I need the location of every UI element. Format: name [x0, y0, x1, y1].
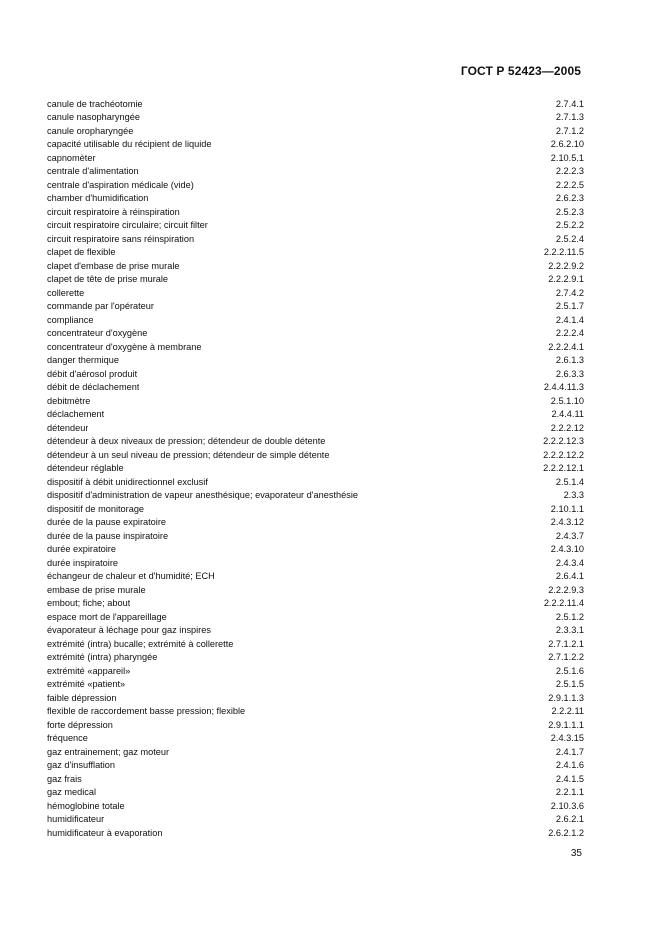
index-reference: 2.10.3.6 [550, 800, 584, 811]
index-term: extrémité (intra) bucalle; extrémité à collerette [47, 638, 234, 649]
index-reference: 2.4.3.4 [555, 557, 584, 568]
index-reference: 2.5.1.6 [555, 665, 584, 676]
index-entry [47, 678, 584, 692]
index-reference: 2.7.1.2.2 [548, 652, 584, 662]
index-reference: 2.2.2.9.2 [548, 260, 584, 271]
index-entry [47, 138, 584, 152]
index-reference: 2.4.1.4 [555, 314, 584, 325]
index-entry [47, 800, 584, 814]
index-entry [47, 705, 584, 719]
index-entry [47, 449, 584, 463]
index-term: espace mort de l'appareillage [47, 611, 167, 622]
index-term: extrémité (intra) pharyngée [47, 652, 158, 662]
index-reference: 2.4.3.10 [550, 544, 584, 554]
index-entry [47, 314, 584, 328]
index-entry [47, 786, 584, 800]
index-reference: 2.6.1.3 [555, 355, 584, 365]
index-reference: 2.2.2.12.1 [543, 463, 584, 473]
index-reference: 2.2.2.9.1 [548, 274, 584, 284]
index-entry [47, 543, 584, 557]
index-reference: 2.2.2.5 [555, 179, 584, 190]
index-term: danger thermique [47, 355, 120, 365]
index-reference: 2.7.4.1 [555, 98, 584, 109]
index-term: détendeur à un seul niveau de pression; détendeur de simple détente [47, 449, 330, 460]
index-reference: 2.6.4.1 [555, 571, 584, 581]
index-term: capacité utilisable du récipient de liquide [47, 139, 212, 149]
index-reference: 2.2.2.4.1 [548, 341, 584, 352]
index-entry [47, 719, 584, 733]
index-entry [47, 233, 584, 247]
index-reference: 2.4.1.6 [555, 760, 584, 770]
index-entry [47, 624, 584, 638]
index-entry [47, 354, 584, 368]
index-reference: 2.5.1.4 [555, 476, 584, 487]
index-entry [47, 368, 584, 382]
index-entry [47, 489, 584, 503]
index-entry [47, 111, 584, 125]
index-term: humidificateur [47, 814, 105, 824]
index-reference: 2.7.1.3 [555, 112, 584, 122]
index-reference: 2.2.2.11.4 [543, 598, 584, 608]
index-entry [47, 260, 584, 274]
index-term: debitmètre [47, 395, 91, 406]
index-entry [47, 462, 584, 476]
index-reference: 2.2.2.3 [555, 166, 584, 176]
index-reference: 2.2.2.11.5 [543, 247, 584, 257]
index-reference: 2.5.1.10 [550, 395, 584, 406]
index-term: forte dépression [47, 719, 113, 730]
index-term: dispositif d'administration de vapeur anesthésique; evaporateur d'anesthésie [47, 490, 358, 500]
index-entry [47, 813, 584, 827]
index-term: gaz frais [47, 773, 82, 784]
index-term: centrale d'aspiration médicale (vide) [47, 179, 194, 190]
index-term: concentrateur d'oxygène [47, 328, 148, 338]
index-term: détendeur à deux niveaux de pression; détendeur de double détente [47, 436, 326, 446]
index-term: extrémité «patient» [47, 679, 126, 689]
index-entry [47, 327, 584, 341]
index-term: détendeur réglable [47, 463, 124, 473]
index-entry [47, 300, 584, 314]
index-term: clapet de flexible [47, 247, 116, 257]
index-reference: 2.7.1.2 [555, 125, 584, 136]
index-entry [47, 341, 584, 355]
index-reference: 2.3.3 [563, 490, 584, 500]
index-entry [47, 746, 584, 760]
index-reference: 2.5.1.7 [555, 301, 584, 311]
index-reference: 2.4.3.15 [550, 733, 584, 743]
index-entry [47, 827, 584, 841]
index-term: circuit respiratoire circulaire; circuit filter [47, 220, 208, 230]
index-term: gaz d'insufflation [47, 760, 115, 770]
index-entry [47, 408, 584, 422]
index-term: compliance [47, 314, 94, 325]
index-reference: 2.6.2.1 [555, 814, 584, 824]
index-reference: 2.2.2.12.3 [543, 436, 584, 446]
index-reference: 2.6.2.1.2 [548, 827, 584, 838]
index-term: durée inspiratoire [47, 557, 118, 568]
index-entry [47, 165, 584, 179]
index-term: circuit respiratoire sans réinspiration [47, 233, 195, 244]
index-entry [47, 773, 584, 787]
index-entry [47, 219, 584, 233]
index-entry [47, 503, 584, 517]
index-term: durée de la pause expiratoire [47, 517, 167, 527]
page-number: 35 [570, 848, 582, 859]
index-entry [47, 530, 584, 544]
index-list [47, 98, 584, 841]
index-term: échangeur de chaleur et d'humidité; ECH [47, 571, 215, 581]
index-entry [47, 192, 584, 206]
index-reference: 2.4.4.11 [551, 409, 584, 419]
index-term: centrale d'alimentation [47, 166, 139, 176]
index-reference: 2.10.5.1 [550, 152, 584, 163]
index-entry [47, 611, 584, 625]
index-term: détendeur [47, 422, 89, 433]
index-reference: 2.4.1.7 [555, 746, 584, 757]
index-entry [47, 692, 584, 706]
index-reference: 2.9.1.1.1 [548, 719, 584, 730]
index-reference: 2.7.4.2 [555, 287, 584, 298]
index-reference: 2.4.1.5 [555, 773, 584, 784]
index-term: flexible de raccordement basse pression; flexible [47, 706, 246, 716]
index-entry [47, 422, 584, 436]
index-reference: 2.2.2.11 [551, 706, 584, 716]
index-reference: 2.6.2.10 [550, 139, 584, 149]
index-term: fréquence [47, 733, 88, 743]
index-entry [47, 206, 584, 220]
index-entry [47, 435, 584, 449]
index-term: collerette [47, 287, 85, 298]
index-entry [47, 597, 584, 611]
index-term: faible dépression [47, 692, 117, 703]
index-term: chamber d'humidification [47, 193, 149, 203]
index-entry [47, 381, 584, 395]
index-term: canule oropharyngée [47, 125, 134, 136]
index-entry [47, 98, 584, 112]
index-reference: 2.9.1.1.3 [548, 692, 584, 703]
index-reference: 2.7.1.2.1 [548, 638, 584, 649]
index-entry [47, 395, 584, 409]
index-term: capnomèter [47, 152, 96, 163]
index-reference: 2.5.2.3 [555, 206, 584, 217]
index-reference: 2.6.3.3 [555, 368, 584, 379]
index-term: concentrateur d'oxygène à membrane [47, 341, 202, 352]
index-term: déclachement [47, 409, 105, 419]
index-reference: 2.4.4.11.3 [543, 382, 584, 392]
index-term: débit de déclachement [47, 382, 140, 392]
index-reference: 2.4.3.12 [550, 517, 584, 527]
index-reference: 2.2.2.12.2 [543, 449, 584, 460]
index-reference: 2.2.2.12 [550, 422, 584, 433]
index-entry [47, 152, 584, 166]
index-reference: 2.10.1.1 [550, 503, 584, 514]
index-term: débit d'aérosol produit [47, 368, 138, 379]
index-reference: 2.2.2.4 [555, 328, 584, 338]
index-entry [47, 125, 584, 139]
index-reference: 2.2.2.9.3 [548, 584, 584, 595]
index-term: gaz medical [47, 787, 97, 797]
index-term: dispositif de monitorage [47, 503, 145, 514]
index-entry [47, 638, 584, 652]
index-reference: 2.5.1.2 [555, 611, 584, 622]
index-reference: 2.4.3.7 [555, 530, 584, 541]
index-term: canule de trachéotomie [47, 98, 143, 109]
index-reference: 2.5.1.5 [555, 679, 584, 689]
index-reference: 2.6.2.3 [555, 193, 584, 203]
index-term: embout; fiche; about [47, 598, 131, 608]
index-term: durée expiratoire [47, 544, 116, 554]
index-entry [47, 516, 584, 530]
document-header: ГОСТ Р 52423—2005 [460, 64, 581, 78]
index-reference: 2.5.2.2 [555, 220, 584, 230]
index-entry [47, 179, 584, 193]
index-entry [47, 246, 584, 260]
index-term: dispositif à débit unidirectionnel exclusif [47, 476, 208, 487]
index-term: commande par l'opérateur [47, 301, 154, 311]
index-entry [47, 570, 584, 584]
index-term: embase de prise murale [47, 584, 146, 595]
index-term: évaporateur à léchage pour gaz inspires [47, 625, 211, 635]
index-entry [47, 732, 584, 746]
index-term: gaz entrainement; gaz moteur [47, 746, 170, 757]
index-term: durée de la pause inspiratoire [47, 530, 169, 541]
index-entry [47, 759, 584, 773]
index-entry [47, 584, 584, 598]
index-reference: 2.3.3.1 [555, 625, 584, 635]
index-term: extrémité «appareil» [47, 665, 131, 676]
index-entry [47, 476, 584, 490]
index-entry [47, 287, 584, 301]
index-term: clapet d'embase de prise murale [47, 260, 180, 271]
index-reference: 2.5.2.4 [555, 233, 584, 244]
index-entry [47, 557, 584, 571]
index-entry [47, 651, 584, 665]
index-term: clapet de tête de prise murale [47, 274, 169, 284]
index-entry [47, 665, 584, 679]
index-term: hémoglobine totale [47, 800, 125, 811]
index-term: circuit respiratoire à réinspiration [47, 206, 180, 217]
index-entry [47, 273, 584, 287]
index-reference: 2.2.1.1 [555, 787, 584, 797]
index-term: humidificateur à evaporation [47, 827, 163, 838]
index-term: canule nasopharyngée [47, 112, 140, 122]
